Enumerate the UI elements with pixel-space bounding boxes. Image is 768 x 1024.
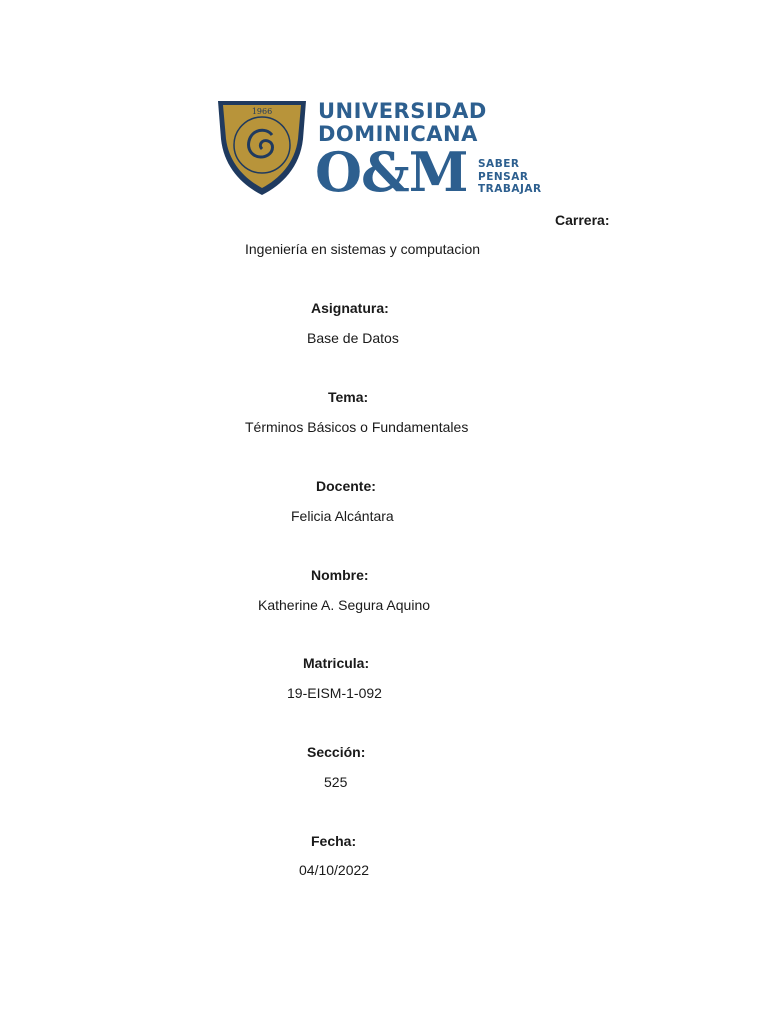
nombre-value: Katherine A. Segura Aquino <box>258 597 431 613</box>
logo-motto <box>478 158 542 196</box>
matricula-value: 19-EISM-1-092 <box>287 685 382 701</box>
matricula-label: Matricula: <box>303 655 370 671</box>
university-logo <box>214 95 544 204</box>
asignatura-value: Base de Datos <box>307 330 399 346</box>
motto-line-2: PENSAR <box>478 170 529 183</box>
fecha-value: 04/10/2022 <box>299 862 370 878</box>
logo-name-line1: UNIVERSIDAD <box>318 99 487 123</box>
carrera-value: Ingeniería en sistemas y computacion <box>245 241 481 257</box>
logo-name-line2: DOMINICANA <box>318 122 478 146</box>
asignatura-label: Asignatura: <box>311 300 389 316</box>
seccion-value: 525 <box>324 774 348 790</box>
docente-label: Docente: <box>316 478 376 494</box>
fecha-label: Fecha: <box>311 833 357 849</box>
carrera-label: Carrera: <box>555 212 610 228</box>
seccion-label: Sección: <box>307 744 366 760</box>
shield-year: 1966 <box>251 107 273 116</box>
shield-emblem-icon <box>214 95 310 197</box>
tema-label: Tema: <box>328 389 369 405</box>
motto-line-3: TRABAJAR <box>478 183 542 195</box>
logo-acronym: O&M <box>315 140 468 204</box>
nombre-label: Nombre: <box>311 567 369 583</box>
docente-value: Felicia Alcántara <box>291 508 394 524</box>
tema-value: Términos Básicos o Fundamentales <box>245 419 469 435</box>
motto-line-1: SABER <box>478 158 520 170</box>
